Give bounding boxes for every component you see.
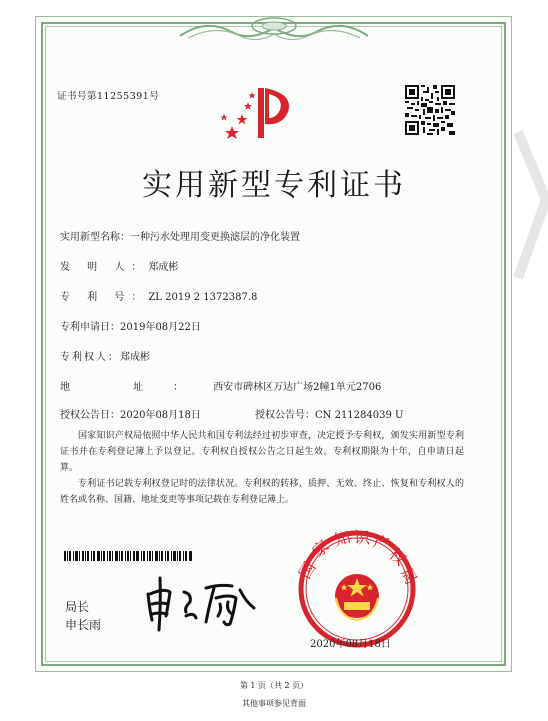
svg-text:识: 识	[354, 528, 371, 547]
grant-statement-paragraph: 国家知识产权局依照中华人民共和国专利法经过初步审查，决定授予专利权，颁发实用新型专利证书并在专利登记簿上予以登记。专利权自授权公告之日起生效。专利权期限为十年，自申请日起算。	[60, 431, 464, 473]
application-date-row	[60, 318, 201, 333]
svg-text:权: 权	[385, 544, 410, 570]
watermark-mark	[516, 130, 548, 280]
official-name: 申长雨	[65, 618, 102, 632]
grant-number-label: 授权公告号：	[255, 410, 315, 421]
inventor-row	[60, 258, 178, 273]
certificate-title: 实用新型专利证书	[142, 168, 406, 203]
grant-number-value: CN 211284039 U	[315, 410, 404, 421]
patentee-label: 专利权人：	[60, 352, 120, 363]
svg-text:家: 家	[308, 536, 333, 562]
address-label: 地 址：	[60, 382, 214, 393]
patent-office-emblem-icon	[218, 80, 298, 146]
svg-text:局: 局	[396, 564, 421, 588]
seal-date: 2020年08月18日	[310, 639, 391, 650]
address-value: 西安市碑林区万达广场2幢1单元2706	[213, 382, 382, 393]
inventor-value: 郑成彬	[148, 262, 179, 273]
grant-number-row	[255, 406, 403, 421]
address-row	[60, 378, 381, 393]
certificate-number: 证书号第11255391号	[57, 91, 160, 102]
patentee-row	[60, 348, 150, 363]
svg-text:产: 产	[370, 531, 392, 555]
application-date-label: 专利申请日：	[60, 322, 120, 333]
ornament-icon	[176, 14, 372, 44]
patent-number-value: ZL 2019 2 1372387.8	[148, 292, 258, 303]
page-number: 第 1 页（共 2 页）	[239, 681, 309, 690]
qr-code	[405, 85, 455, 135]
patentee-value: 郑成彬	[120, 352, 150, 363]
inventor-label: 发 明 人：	[60, 262, 149, 273]
grant-date-row	[60, 406, 201, 421]
legal-status-paragraph: 专利证书记载专利权登记时的法律状况。专利权的转移、质押、无效、终止、恢复和专利权人的姓名或名称、国籍、地址变更等事项记载在专利登记簿上。	[60, 479, 464, 505]
application-date-value: 2019年08月22日	[120, 322, 201, 333]
utility-model-name-value: 一种污水处理用变更换滤层的净化装置	[130, 232, 300, 243]
patent-number-label: 专 利 号：	[60, 292, 149, 303]
handwritten-signature	[140, 572, 260, 632]
svg-text:知: 知	[332, 527, 353, 550]
utility-model-name-row	[60, 228, 300, 243]
footer-note: 其他事项参见背面	[242, 699, 306, 708]
svg-text:国: 国	[295, 558, 320, 582]
official-title: 局长	[65, 600, 90, 614]
utility-model-name-label: 实用新型名称：	[60, 232, 130, 243]
patent-number-row	[60, 288, 257, 303]
grant-date-value: 2020年08月18日	[120, 410, 201, 421]
grant-date-label: 授权公告日：	[60, 410, 120, 421]
barcode	[64, 551, 192, 561]
